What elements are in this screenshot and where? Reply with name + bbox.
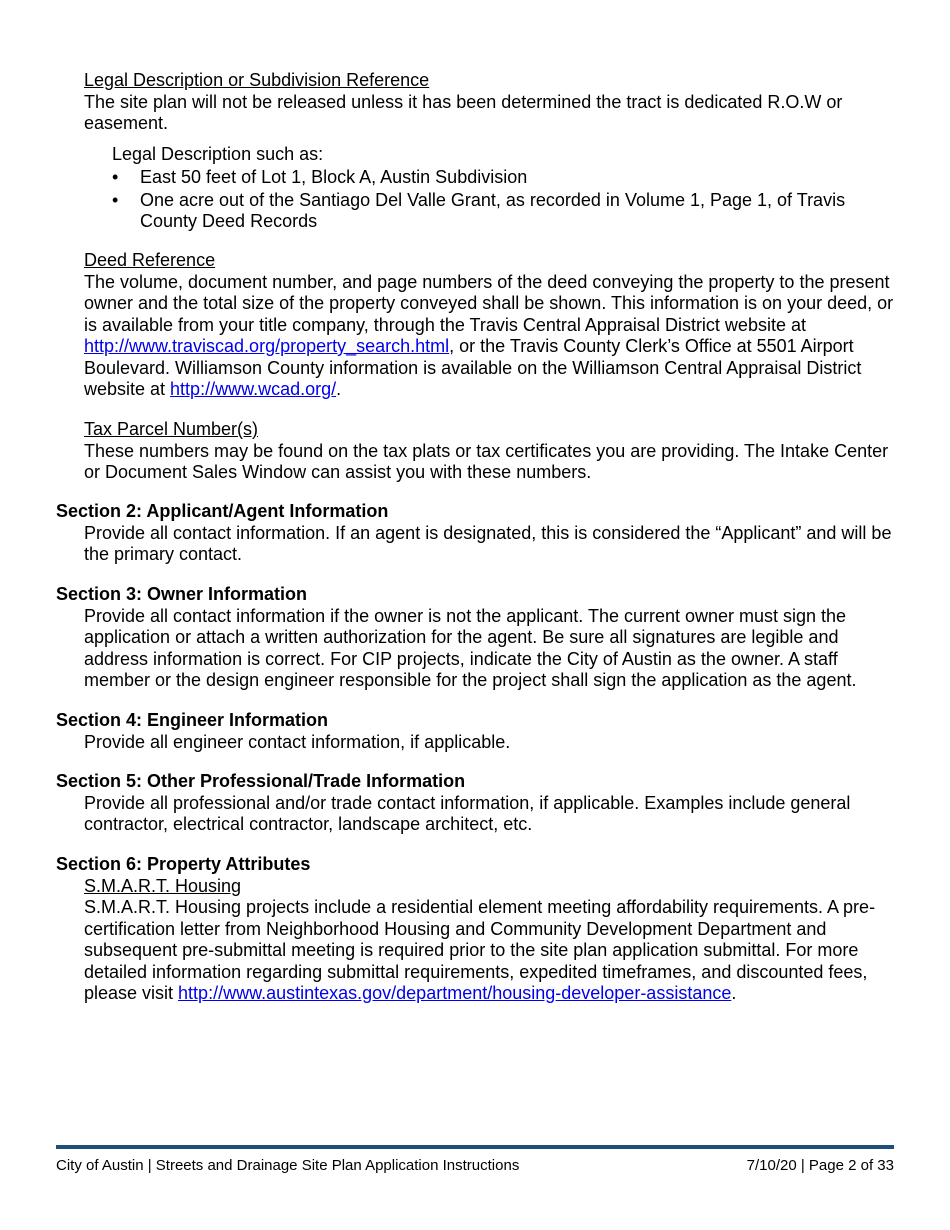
traviscad-link[interactable]: http://www.traviscad.org/property_search.html — [84, 336, 450, 356]
legal-description-list — [112, 167, 902, 233]
section-5-block — [56, 771, 901, 836]
section-2-text: Provide all contact information. If an agent is designated, this is considered the “Applicant” and will be the primary contact. — [84, 522, 892, 564]
section-2-heading: Section 2: Applicant/Agent Information — [56, 501, 389, 521]
legal-description-intro: Legal Description such as: — [112, 144, 324, 164]
section-3-block — [56, 584, 901, 692]
section-4-block — [56, 710, 901, 753]
legal-description-heading: Legal Description or Subdivision Reference — [84, 70, 430, 90]
section-6-block — [56, 854, 901, 1005]
section-3-text: Provide all contact information if the owner is not the applicant. The current owner must sign the application or attach a written authorization for the agent. Be sure all signatures are legible and address information is correct. For CIP projects, indicate the City of Austin as the owner. A staff member or the design engineer responsible for the project shall sign the application as the agent. — [84, 605, 857, 690]
smart-housing-text: S.M.A.R.T. Housing projects include a residential element meeting affordability requirements. A pre-certification letter from Neighborhood Housing and Community Development Department and subsequent pre-submittal meeting is required prior to the site plan application submittal. For more detailed information regarding submittal requirements, expedited timeframes, and discounted fees, please visit http://www.austintexas.gov/department/housing-developer-assistance. — [84, 897, 876, 1003]
smart-housing-heading: S.M.A.R.T. Housing — [84, 875, 242, 896]
tax-parcel-text: These numbers may be found on the tax plats or tax certificates you are providing. The Intake Center or Document Sales Window can assist you with these numbers. — [84, 440, 889, 482]
deed-reference-text: The volume, document number, and page numbers of the deed conveying the property to the present owner and the total size of the property conveyed shall be shown. This information is on your deed, or is available from your title company, through the Travis Central Appraisal District website at http://www.traviscad.org/property_search.html, or the Travis County Clerk’s Office at 5501 Airport Boulevard. Williamson County information is available on the Williamson Central Appraisal District website at http://www.wcad.org/. — [84, 271, 894, 399]
legal-description-block — [84, 70, 899, 135]
deed-reference-heading: Deed Reference — [84, 250, 216, 270]
list-item: • One acre out of the Santiago Del Valle Grant, as recorded in Volume 1, Page 1, of Travis County Deed Records — [112, 190, 902, 233]
deed-reference-block — [84, 250, 899, 401]
section-3-heading: Section 3: Owner Information — [56, 584, 308, 604]
tax-parcel-block — [84, 419, 899, 484]
section-5-heading: Section 5: Other Professional/Trade Information — [56, 771, 466, 791]
section-5-text: Provide all professional and/or trade contact information, if applicable. Examples include general contractor, electrical contractor, landscape architect, etc. — [84, 792, 851, 834]
legal-description-text: The site plan will not be released unless it has been determined the tract is dedicated R.O.W or easement. — [84, 91, 843, 133]
section-6-heading: Section 6: Property Attributes — [56, 854, 311, 874]
section-4-heading: Section 4: Engineer Information — [56, 710, 329, 730]
section-2-block — [56, 501, 901, 566]
footer-title: City of Austin | Streets and Drainage Site Plan Application Instructions — [56, 1157, 520, 1174]
footer-rule — [56, 1145, 894, 1149]
smart-housing-block — [56, 876, 901, 1005]
wcad-link[interactable]: http://www.wcad.org/ — [170, 379, 337, 399]
list-item: • East 50 feet of Lot 1, Block A, Austin Subdivision — [112, 167, 902, 189]
housing-assistance-link[interactable]: http://www.austintexas.gov/department/housing-developer-assistance — [178, 983, 732, 1003]
section-4-text: Provide all engineer contact information, if applicable. — [84, 731, 511, 752]
footer-page-info: 7/10/20 | Page 2 of 33 — [746, 1157, 894, 1174]
tax-parcel-heading: Tax Parcel Number(s) — [84, 419, 259, 439]
